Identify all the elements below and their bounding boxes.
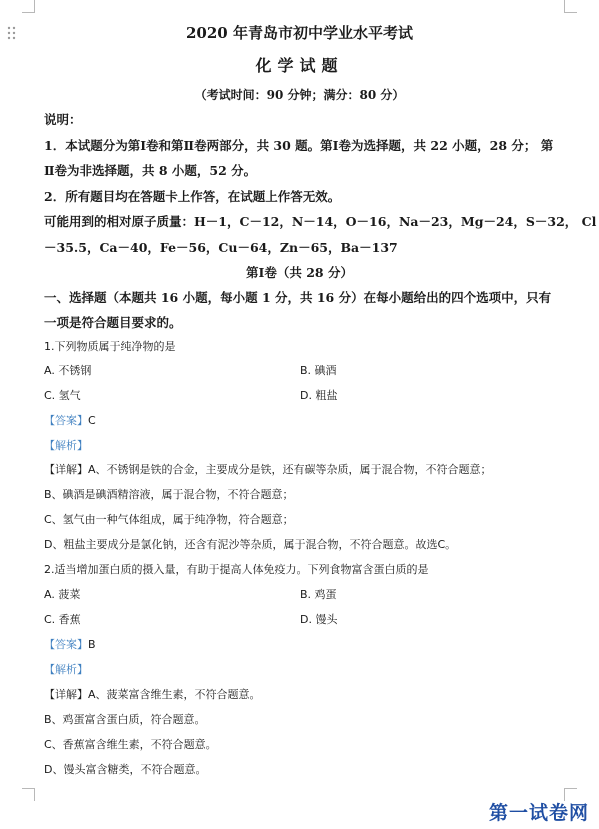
question-1-detail-line-c: C、氢气由一种气体组成，属于纯净物，符合题意； bbox=[44, 513, 294, 526]
answer-value: C bbox=[88, 414, 96, 427]
exam-subtitle: 化学试题 bbox=[255, 56, 344, 75]
question-2-detail-line-a bbox=[44, 686, 599, 702]
detail-tag: 【详解】 bbox=[44, 688, 88, 701]
question-1-option-b: B. 碘酒 bbox=[300, 364, 337, 377]
part-one-heading-line-2: 一项是符合题目要求的。 bbox=[44, 315, 182, 330]
detail-text: A、菠菜富含维生素，不符合题意。 bbox=[88, 688, 261, 701]
exam-title: 2020 年青岛市初中学业水平考试 bbox=[186, 24, 413, 42]
answer-tag: 【答案】 bbox=[44, 414, 88, 427]
instructions-line-1: 1．本试题分为第Ⅰ卷和第Ⅱ卷两部分，共 30 题。第Ⅰ卷为选择题，共 22 小题，28 分； 第 bbox=[44, 138, 554, 153]
question-1-option-d: D. 粗盐 bbox=[300, 389, 338, 402]
question-2-option-c: C. 香蕉 bbox=[44, 613, 81, 626]
question-2-answer bbox=[44, 636, 599, 652]
question-2-stem: 2.适当增加蛋白质的摄入量，有助于提高人体免疫力。下列食物富含蛋白质的是 bbox=[44, 563, 429, 576]
detail-tag: 【详解】 bbox=[44, 463, 88, 476]
question-2-option-d: D. 馒头 bbox=[300, 613, 338, 626]
question-1-detail-line-b: B、碘酒是碘酒精溶液，属于混合物，不符合题意； bbox=[44, 488, 294, 501]
question-2-detail-line-d: D、馒头富含糖类，不符合题意。 bbox=[44, 763, 207, 776]
question-2-detail-line-b: B、鸡蛋富含蛋白质，符合题意。 bbox=[44, 713, 206, 726]
question-2-analysis-tag bbox=[44, 661, 599, 677]
section-title: 第Ⅰ卷（共 28 分） bbox=[246, 265, 353, 280]
atomic-mass-line-2: －35.5，Ca－40，Fe－56，Cu－64，Zn－65，Ba－137 bbox=[44, 240, 398, 255]
question-2-option-b: B. 鸡蛋 bbox=[300, 588, 337, 601]
question-1-option-a: A. 不锈钢 bbox=[44, 364, 92, 377]
part-one-heading-line-1: 一、选择题（本题共 16 小题，每小题 1 分，共 16 分）在每小题给出的四个选项中，只有 bbox=[44, 290, 552, 305]
watermark-logo: 第一试卷网 bbox=[488, 802, 589, 824]
question-1-analysis-tag bbox=[44, 437, 599, 453]
atomic-mass-line-1: 可能用到的相对原子质量：H－1，C－12，N－14，O－16，Na－23，Mg－24，S－32， Cl bbox=[44, 214, 597, 229]
analysis-tag: 【解析】 bbox=[44, 663, 88, 676]
question-1-stem: 1.下列物质属于纯净物的是 bbox=[44, 340, 176, 353]
analysis-tag: 【解析】 bbox=[44, 439, 88, 452]
question-2-option-a: A. 菠菜 bbox=[44, 588, 81, 601]
question-2-detail-line-c: C、香蕉富含维生素，不符合题意。 bbox=[44, 738, 217, 751]
answer-tag: 【答案】 bbox=[44, 638, 88, 651]
answer-value: B bbox=[88, 638, 96, 651]
question-1-detail-line-a bbox=[44, 461, 599, 477]
question-1-option-c: C. 氢气 bbox=[44, 389, 81, 402]
instructions-line-2: Ⅱ卷为非选择题，共 8 小题，52 分。 bbox=[44, 163, 257, 178]
instructions-heading: 说明： bbox=[44, 112, 82, 127]
question-1-detail-line-d: D、粗盐主要成分是氯化钠，还含有泥沙等杂质，属于混合物，不符合题意。故选C。 bbox=[44, 538, 457, 551]
crop-mark-top-left bbox=[22, 0, 35, 13]
detail-text: A、不锈钢是铁的合金，主要成分是铁，还有碳等杂质，属于混合物，不符合题意； bbox=[88, 463, 492, 476]
crop-mark-bottom-left bbox=[22, 788, 35, 801]
exam-info: （考试时间：90 分钟；满分：80 分） bbox=[194, 88, 405, 102]
question-1-answer bbox=[44, 412, 599, 428]
instructions-line-3: 2．所有题目均在答题卡上作答，在试题上作答无效。 bbox=[44, 189, 341, 204]
crop-mark-top-right bbox=[564, 0, 577, 13]
